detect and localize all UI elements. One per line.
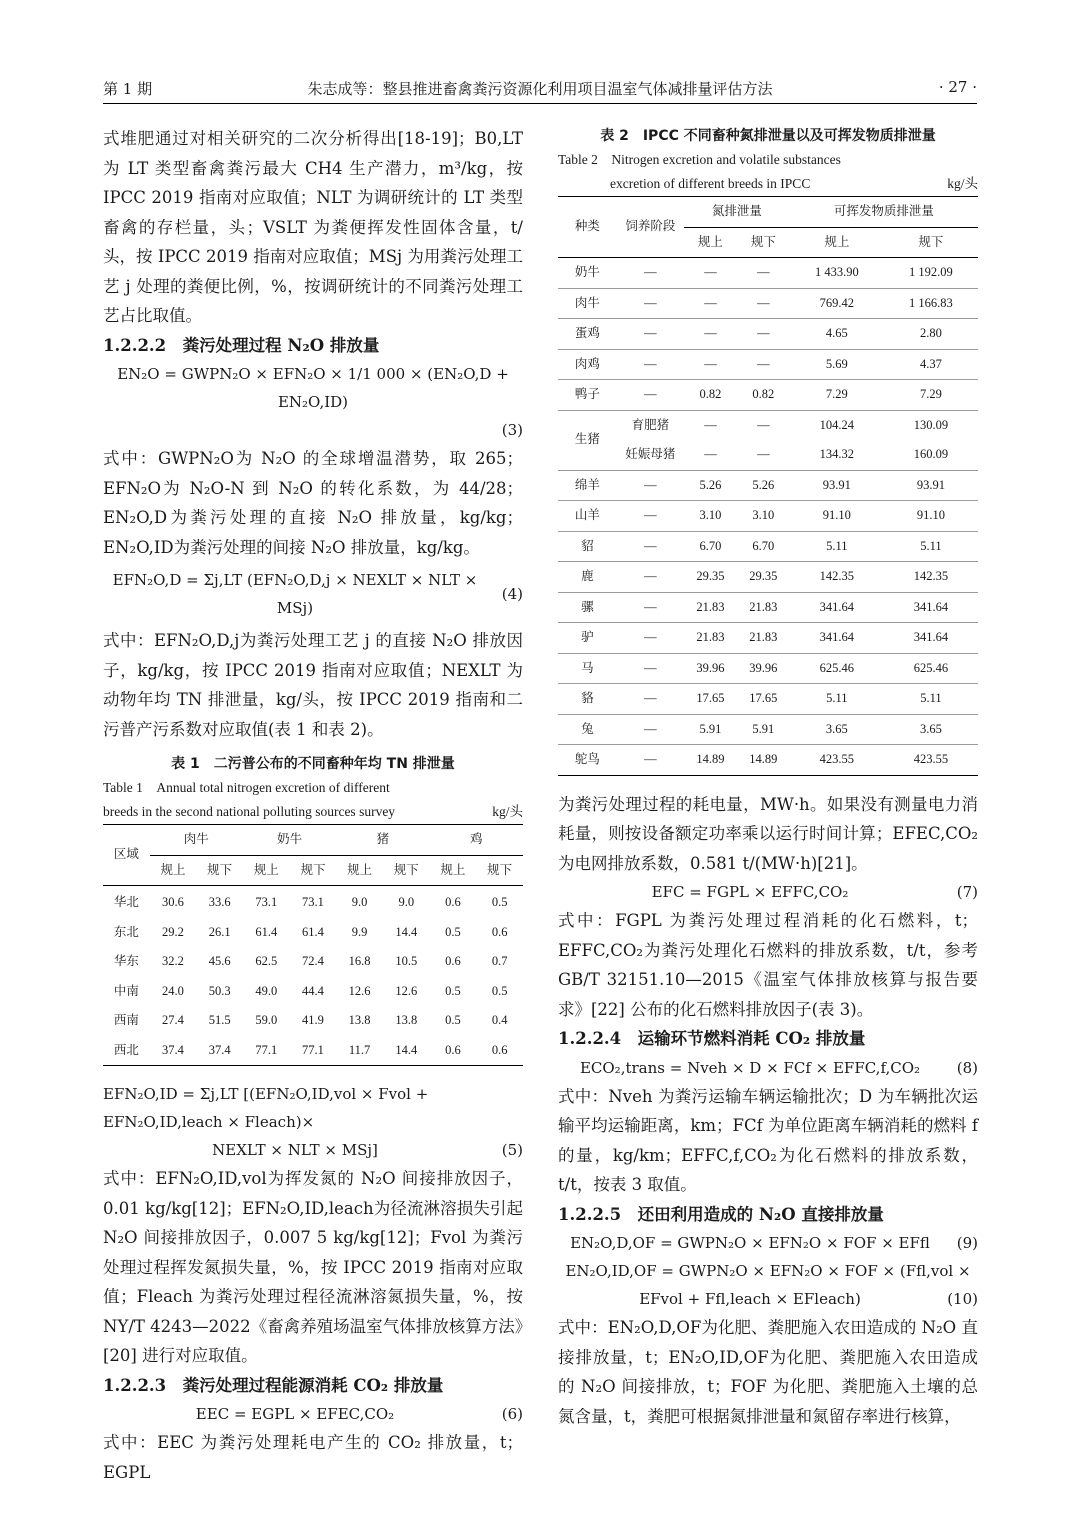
table-cell: 华东 <box>113 954 139 968</box>
table-cell: 37.4 <box>150 1036 197 1066</box>
paragraph: 式中：GWPN₂O为 N₂O 的全球增温潜势，取 265；EFN₂O为 N₂O-N 到 N₂O 的转化系数，为 44/28；EN₂O,D为粪污处理的直接 N₂O 排放量，kg/kg；EN₂O,ID为粪污处理的间接 N₂O 排放量，kg/kg。 <box>103 449 523 557</box>
paragraph: 式中：EEC 为粪污处理耗电产生的 CO₂ 排放量，t；EGPL <box>103 1433 523 1482</box>
table-cell: 341.64 <box>790 592 884 623</box>
table-caption-zh: 表 1 二污普公布的不同畜种年均 TN 排泄量 <box>171 756 455 772</box>
table-cell: 13.8 <box>348 1013 371 1027</box>
table-cell: 0.7 <box>491 954 508 968</box>
table-cell: — <box>684 440 737 470</box>
table-cell: 貂 <box>558 531 617 562</box>
table-cell: 貉 <box>558 684 617 715</box>
table-cell: 0.5 <box>491 895 508 909</box>
table-cell: 生猪 <box>558 410 617 470</box>
table-cell: 49.0 <box>255 983 278 998</box>
table-cell: 3.65 <box>790 714 884 745</box>
table-cell: 0.6 <box>445 954 461 968</box>
column-header: 奶牛 <box>243 825 336 856</box>
table-cell: 鸭子 <box>558 380 617 411</box>
table-cell: 33.6 <box>208 895 231 909</box>
table-cell: 62.5 <box>255 954 278 968</box>
table-row <box>103 977 523 1007</box>
table-cell: 华北 <box>113 895 139 909</box>
table-cell: 5.91 <box>684 714 737 745</box>
table-cell: 61.4 <box>302 924 324 939</box>
table-cell: 51.5 <box>208 1013 231 1027</box>
column-header: 氮排泄量 <box>684 197 790 228</box>
table-cell: — <box>617 562 684 593</box>
column-header: 种类 <box>558 197 617 258</box>
table-cell: 769.42 <box>790 288 884 319</box>
table-cell: — <box>617 623 684 654</box>
paragraph: 式中：FGPL 为粪污处理过程消耗的化石燃料，t；EFFC,CO₂为粪污处理化石燃料的排放系数，t/t，参考 GB/T 32151.10—2015《温室气体排放核算与报告要求》[22] 公布的化石燃料排放因子(表 3)。 <box>558 911 978 1019</box>
table-cell: 625.46 <box>884 653 978 684</box>
table-cell: — <box>684 349 737 380</box>
column-subheader: 规上 <box>150 855 197 886</box>
equation-body: EFN₂O,ID = Σj,LT [(EFN₂O,ID,vol × Fvol + EFN₂O,ID,leach × Fleach)× <box>103 1085 429 1131</box>
table-cell: — <box>757 417 770 432</box>
table-cell: 6.70 <box>737 531 790 562</box>
table-cell: — <box>704 417 717 432</box>
column-subheader: 规上 <box>790 227 884 258</box>
table-cell: 7.29 <box>884 380 978 411</box>
table-cell: 1 192.09 <box>884 258 978 289</box>
table-caption-en: Table 1 Annual total nitrogen excretion of different <box>103 780 390 795</box>
table-cell: 0.4 <box>491 1013 508 1027</box>
table-cell: 1 166.83 <box>884 288 978 319</box>
table-cell: 7.29 <box>790 380 884 411</box>
table-cell: 41.9 <box>302 1013 324 1027</box>
table-cell: 肉牛 <box>558 288 617 319</box>
column-subheader: 规下 <box>476 855 523 886</box>
table-cell: 21.83 <box>737 592 790 623</box>
table-row <box>103 1036 523 1066</box>
table-cell: 91.10 <box>884 501 978 532</box>
table-cell: 21.83 <box>684 592 737 623</box>
table-cell: 93.91 <box>790 470 884 501</box>
table-row <box>558 258 978 289</box>
table-cell: 39.96 <box>737 653 790 684</box>
table-cell: 0.6 <box>445 895 461 909</box>
running-title: 朱志成等：整县推进畜禽粪污资源化利用项目温室气体减排量评估方法 <box>307 80 773 98</box>
equation-6 <box>103 1400 523 1428</box>
table-cell: — <box>737 440 790 470</box>
equation-5-line2 <box>103 1136 523 1164</box>
paragraph: 式中：EFN₂O,ID,vol为挥发氮的 N₂O 间接排放因子，0.01 kg/kg[12]；EFN₂O,ID,leach为径流淋溶损失引起 N₂O 间接排放因子，0.007 5 kg/kg[12]；Fvol 为粪污处理过程挥发氮损失量，%，按 IPCC 2019 指南对应取值；Fleach 为粪污处理过程径流淋溶氮损失量，%，按 NY/T 4243—2022《畜禽养殖场温室气体排放核算方法》[20] 进行对应取值。 <box>103 1169 523 1365</box>
table-cell: — <box>684 288 737 319</box>
table-cell: 423.55 <box>790 745 884 776</box>
equation-number: (6) <box>501 1405 523 1423</box>
equation-body: EN₂O,ID,OF = GWPN₂O × EFN₂O × FOF × (Ffl,vol × <box>565 1262 971 1280</box>
header-rule <box>103 103 977 104</box>
equation-number: (7) <box>956 883 978 901</box>
table-cell: 37.4 <box>196 1036 243 1066</box>
column-subheader: 规下 <box>383 855 430 886</box>
page-header <box>103 70 977 104</box>
table-cell: — <box>617 653 684 684</box>
equation-body: EN₂O,D,OF = GWPN₂O × EFN₂O × FOF × EFfl <box>570 1234 930 1252</box>
table-cell: 驴 <box>558 623 617 654</box>
table-cell: 45.6 <box>208 954 231 968</box>
table-cell: 蛋鸡 <box>558 319 617 350</box>
paragraph: 为粪污处理过程的耗电量，MW·h。如果没有测量电力消耗量，则按设备额定功率乘以运行时间计算；EFEC,CO₂为电网排放系数，0.581 t/(MW·h)[21]。 <box>558 794 978 873</box>
table-row <box>103 918 523 948</box>
table-cell: 21.83 <box>684 623 737 654</box>
equation-3 <box>103 360 523 416</box>
table-cell: 423.55 <box>884 745 978 776</box>
table-unit: kg/头 <box>947 176 978 191</box>
table-cell: 17.65 <box>684 684 737 715</box>
table-1 <box>103 752 523 1066</box>
table-cell: — <box>617 288 684 319</box>
table-row <box>103 947 523 977</box>
table-cell: 24.0 <box>162 983 184 998</box>
table-cell: — <box>617 258 684 289</box>
table-cell: 5.11 <box>790 531 884 562</box>
table-row <box>558 349 978 380</box>
table-cell: — <box>617 470 684 501</box>
table-cell: — <box>617 684 684 715</box>
column-subheader: 规下 <box>884 227 978 258</box>
table-row <box>558 562 978 593</box>
table-cell: 5.26 <box>737 470 790 501</box>
table-cell: 0.5 <box>491 983 508 998</box>
table-cell: — <box>737 319 790 350</box>
table-cell: 5.69 <box>790 349 884 380</box>
paragraph: 式堆肥通过对相关研究的二次分析得出[18-19]；B0,LT 为 LT 类型畜禽粪污最大 CH4 生产潜力，m³/kg，按 IPCC 2019 指南对应取值；NLT 为调研统计的 LT 类型畜禽的存栏量，头；VSLT 为粪便挥发性固体含量，t/头，按 IPCC 2019 指南对应取值；MSj 为用粪污处理工艺 j 处理的粪便比例，%，按调研统计的不同粪污处理工艺占比取值。 <box>103 129 523 325</box>
issue-number: 第 1 期 <box>103 80 153 98</box>
table-caption-zh: 表 2 IPCC 不同畜种氮排泄量以及可挥发物质排泄量 <box>600 128 936 144</box>
table-cell: 12.6 <box>348 983 371 998</box>
table-cell: 16.8 <box>348 954 371 968</box>
table-cell: 3.10 <box>737 501 790 532</box>
table-cell: — <box>617 745 684 776</box>
table-cell: 14.4 <box>383 1036 430 1066</box>
table-cell: — <box>617 714 684 745</box>
table-cell: 61.4 <box>255 924 278 939</box>
table-row <box>558 653 978 684</box>
table-unit: kg/头 <box>492 804 523 819</box>
column-subheader: 规上 <box>336 855 383 886</box>
table-cell: 5.91 <box>737 714 790 745</box>
equation-body: EN₂O = GWPN₂O × EFN₂O × 1/1 000 × (EN₂O,D + EN₂O,ID) <box>117 365 509 411</box>
paragraph: 式中：EN₂O,D,OF为化肥、粪肥施入农田造成的 N₂O 直接排放量，t；EN₂O,ID,OF为化肥、粪肥施入农田造成的 N₂O 间接排放，t；FOF 为化肥、粪肥施入土壤的总氮含量，t，粪肥可根据氮排泄量和氮留存率进行核算， <box>558 1318 978 1426</box>
equation-9 <box>558 1229 978 1257</box>
table-cell: 绵羊 <box>558 470 617 501</box>
table-2 <box>558 124 978 776</box>
table-cell: 3.65 <box>884 714 978 745</box>
column-header: 区域 <box>103 825 150 886</box>
table-cell: — <box>617 380 684 411</box>
table-cell: 0.82 <box>737 380 790 411</box>
table-cell: — <box>684 258 737 289</box>
equation-number: (4) <box>501 585 523 603</box>
column-subheader: 规下 <box>196 855 243 886</box>
table-row <box>558 684 978 715</box>
table-row <box>103 886 523 918</box>
table-cell: 兔 <box>558 714 617 745</box>
table-cell: 0.6 <box>476 1036 523 1066</box>
table-caption-en-line2 <box>558 172 978 196</box>
table-cell: 160.09 <box>884 440 978 470</box>
table-cell: 育肥猪 <box>631 417 670 432</box>
table-cell: 104.24 <box>819 417 855 432</box>
table-cell: 11.7 <box>336 1036 383 1066</box>
table-row <box>558 592 978 623</box>
table-cell: 32.2 <box>162 954 184 968</box>
table-cell: — <box>617 319 684 350</box>
table-row <box>558 440 978 470</box>
table-cell: 山羊 <box>558 501 617 532</box>
column-header: 鸡 <box>430 825 523 856</box>
equation-5 <box>103 1080 523 1136</box>
table-row <box>103 1006 523 1036</box>
column-header: 猪 <box>336 825 429 856</box>
table-cell: 14.4 <box>395 924 418 939</box>
table-cell: 奶牛 <box>558 258 617 289</box>
table-cell: 21.83 <box>737 623 790 654</box>
table-2-grid <box>558 196 978 776</box>
table-cell: 130.09 <box>913 417 949 432</box>
section-heading-1-2-2-2: 1.2.2.2 粪污处理过程 N₂O 排放量 <box>103 335 380 355</box>
table-cell: 5.11 <box>884 531 978 562</box>
table-cell: 6.70 <box>684 531 737 562</box>
table-cell: 77.1 <box>243 1036 290 1066</box>
equation-number: (8) <box>956 1058 978 1077</box>
table-cell: 625.46 <box>790 653 884 684</box>
table-cell: 27.4 <box>162 1013 184 1027</box>
table-cell: 12.6 <box>395 983 418 998</box>
equation-number: (5) <box>501 1141 523 1159</box>
table-cell: 341.64 <box>884 592 978 623</box>
table-row <box>558 531 978 562</box>
table-cell: 鸵鸟 <box>558 745 617 776</box>
section-heading-1-2-2-5: 1.2.2.5 还田利用造成的 N₂O 直接排放量 <box>558 1204 884 1224</box>
table-cell: 341.64 <box>790 623 884 654</box>
equation-7 <box>558 878 978 906</box>
table-cell: 13.8 <box>395 1013 418 1027</box>
equation-body: NEXLT × NLT × MSj] <box>212 1141 378 1159</box>
caption-text: excretion of different breeds in IPCC <box>610 176 811 191</box>
table-cell: 西南 <box>113 1013 139 1027</box>
table-cell: 77.1 <box>290 1036 337 1066</box>
table-cell: — <box>737 288 790 319</box>
table-cell: 29.2 <box>162 924 184 939</box>
equation-number: (10) <box>947 1290 978 1308</box>
table-cell: 39.96 <box>684 653 737 684</box>
table-row <box>558 380 978 411</box>
table-cell: — <box>617 349 684 380</box>
table-cell: 0.5 <box>445 983 461 998</box>
table-cell: 91.10 <box>790 501 884 532</box>
table-cell: — <box>617 501 684 532</box>
table-cell: 134.32 <box>790 440 884 470</box>
column-subheader: 规上 <box>684 227 737 258</box>
table-cell: 17.65 <box>737 684 790 715</box>
table-cell: 马 <box>558 653 617 684</box>
table-cell: 中南 <box>113 983 139 998</box>
table-caption-en: Table 2 Nitrogen excretion and volatile substances <box>558 152 841 167</box>
equation-8 <box>558 1054 978 1082</box>
section-heading-1-2-2-3: 1.2.2.3 粪污处理过程能源消耗 CO₂ 排放量 <box>103 1375 444 1395</box>
column-header: 饲养阶段 <box>617 197 684 258</box>
table-cell: 0.5 <box>445 924 461 939</box>
table-cell: 妊娠母猪 <box>617 440 684 470</box>
table-cell: 73.1 <box>302 895 324 909</box>
table-cell: 9.0 <box>351 895 368 909</box>
equation-body: EFvol + Ffl,leach × EFleach) <box>639 1290 861 1308</box>
table-cell: 5.11 <box>790 684 884 715</box>
table-cell: 肉鸡 <box>558 349 617 380</box>
table-cell: 东北 <box>113 924 139 939</box>
table-cell: 西北 <box>103 1036 150 1066</box>
column-subheader: 规下 <box>737 227 790 258</box>
table-row <box>558 623 978 654</box>
table-row <box>558 319 978 350</box>
table-cell: 2.80 <box>884 319 978 350</box>
table-cell: 4.65 <box>790 319 884 350</box>
table-cell: 72.4 <box>302 954 324 968</box>
table-cell: 93.91 <box>884 470 978 501</box>
table-row <box>558 501 978 532</box>
table-row <box>558 470 978 501</box>
equation-3-number-row <box>103 416 523 444</box>
left-column <box>103 124 523 1487</box>
table-cell: — <box>684 319 737 350</box>
paragraph: 式中：Nveh 为粪污运输车辆运输批次；D 为车辆批次运输平均运输距离，km；FCf 为单位距离车辆消耗的燃料 f 的量，kg/km；EFFC,f,CO₂为化石燃料的排放系数，t/t，按表 3 取值。 <box>558 1086 978 1194</box>
table-cell: 1 433.90 <box>790 258 884 289</box>
table-cell: — <box>737 349 790 380</box>
equation-10-line2 <box>558 1285 978 1313</box>
equation-body: EFN₂O,D = Σj,LT (EFN₂O,D,j × NEXLT × NLT × MSj) <box>112 571 478 617</box>
table-cell: 10.5 <box>395 954 418 968</box>
equation-10 <box>558 1257 978 1285</box>
table-cell: 142.35 <box>790 562 884 593</box>
equation-number: (3) <box>501 421 523 439</box>
column-subheader: 规上 <box>430 855 477 886</box>
table-cell: 29.35 <box>737 562 790 593</box>
equation-number: (9) <box>956 1234 978 1252</box>
table-cell: 3.10 <box>684 501 737 532</box>
table-cell: 142.35 <box>884 562 978 593</box>
table-cell: — <box>737 258 790 289</box>
table-cell: 59.0 <box>255 1013 278 1027</box>
column-subheader: 规下 <box>290 855 337 886</box>
table-row <box>558 714 978 745</box>
table-cell: 5.11 <box>884 684 978 715</box>
section-heading-1-2-2-4: 1.2.2.4 运输环节燃料消耗 CO₂ 排放量 <box>558 1029 866 1048</box>
table-cell: 0.6 <box>430 1036 477 1066</box>
table-cell: 30.6 <box>162 895 184 909</box>
table-cell: 341.64 <box>884 623 978 654</box>
column-subheader: 规上 <box>243 855 290 886</box>
equation-4 <box>103 566 523 622</box>
table-row <box>558 288 978 319</box>
caption-text: breeds in the second national polluting sources survey <box>103 804 396 819</box>
right-column <box>558 124 978 1431</box>
table-cell: 0.6 <box>491 924 508 939</box>
table-cell: 73.1 <box>255 895 278 909</box>
table-cell: 14.89 <box>684 745 737 776</box>
table-cell: 50.3 <box>208 983 231 998</box>
equation-body: EEC = EGPL × EFEC,CO₂ <box>195 1405 395 1423</box>
paragraph: 式中：EFN₂O,D,j为粪污处理工艺 j 的直接 N₂O 排放因子，kg/kg，按 IPCC 2019 指南对应取值；NEXLT 为动物年均 TN 排泄量，kg/头，按 IPCC 2019 指南和二污普产污系数对应取值(表 1 和表 2)。 <box>103 631 523 739</box>
table-cell: — <box>617 592 684 623</box>
table-row <box>558 745 978 776</box>
table-cell: 9.0 <box>398 895 415 909</box>
table-row <box>558 410 978 440</box>
table-cell: 0.5 <box>445 1013 461 1027</box>
table-cell: 4.37 <box>884 349 978 380</box>
table-cell: 5.26 <box>684 470 737 501</box>
page-number: · 27 · <box>938 78 977 96</box>
table-cell: 鹿 <box>558 562 617 593</box>
equation-body: ECO₂,trans = Nveh × D × FCf × EFFC,f,CO₂ <box>579 1058 921 1077</box>
column-header: 肉牛 <box>150 825 243 856</box>
equation-body: EFC = FGPL × EFFC,CO₂ <box>651 883 849 901</box>
table-cell: 26.1 <box>208 924 231 939</box>
table-cell: 44.4 <box>302 983 324 998</box>
table-caption-en-line2 <box>103 800 523 824</box>
table-cell: 骡 <box>558 592 617 623</box>
table-cell: 0.82 <box>684 380 737 411</box>
table-cell: 29.35 <box>684 562 737 593</box>
column-header: 可挥发物质排泄量 <box>790 197 978 228</box>
table-1-grid <box>103 824 523 1066</box>
table-cell: — <box>617 531 684 562</box>
table-cell: 9.9 <box>351 924 368 939</box>
table-cell: 14.89 <box>737 745 790 776</box>
